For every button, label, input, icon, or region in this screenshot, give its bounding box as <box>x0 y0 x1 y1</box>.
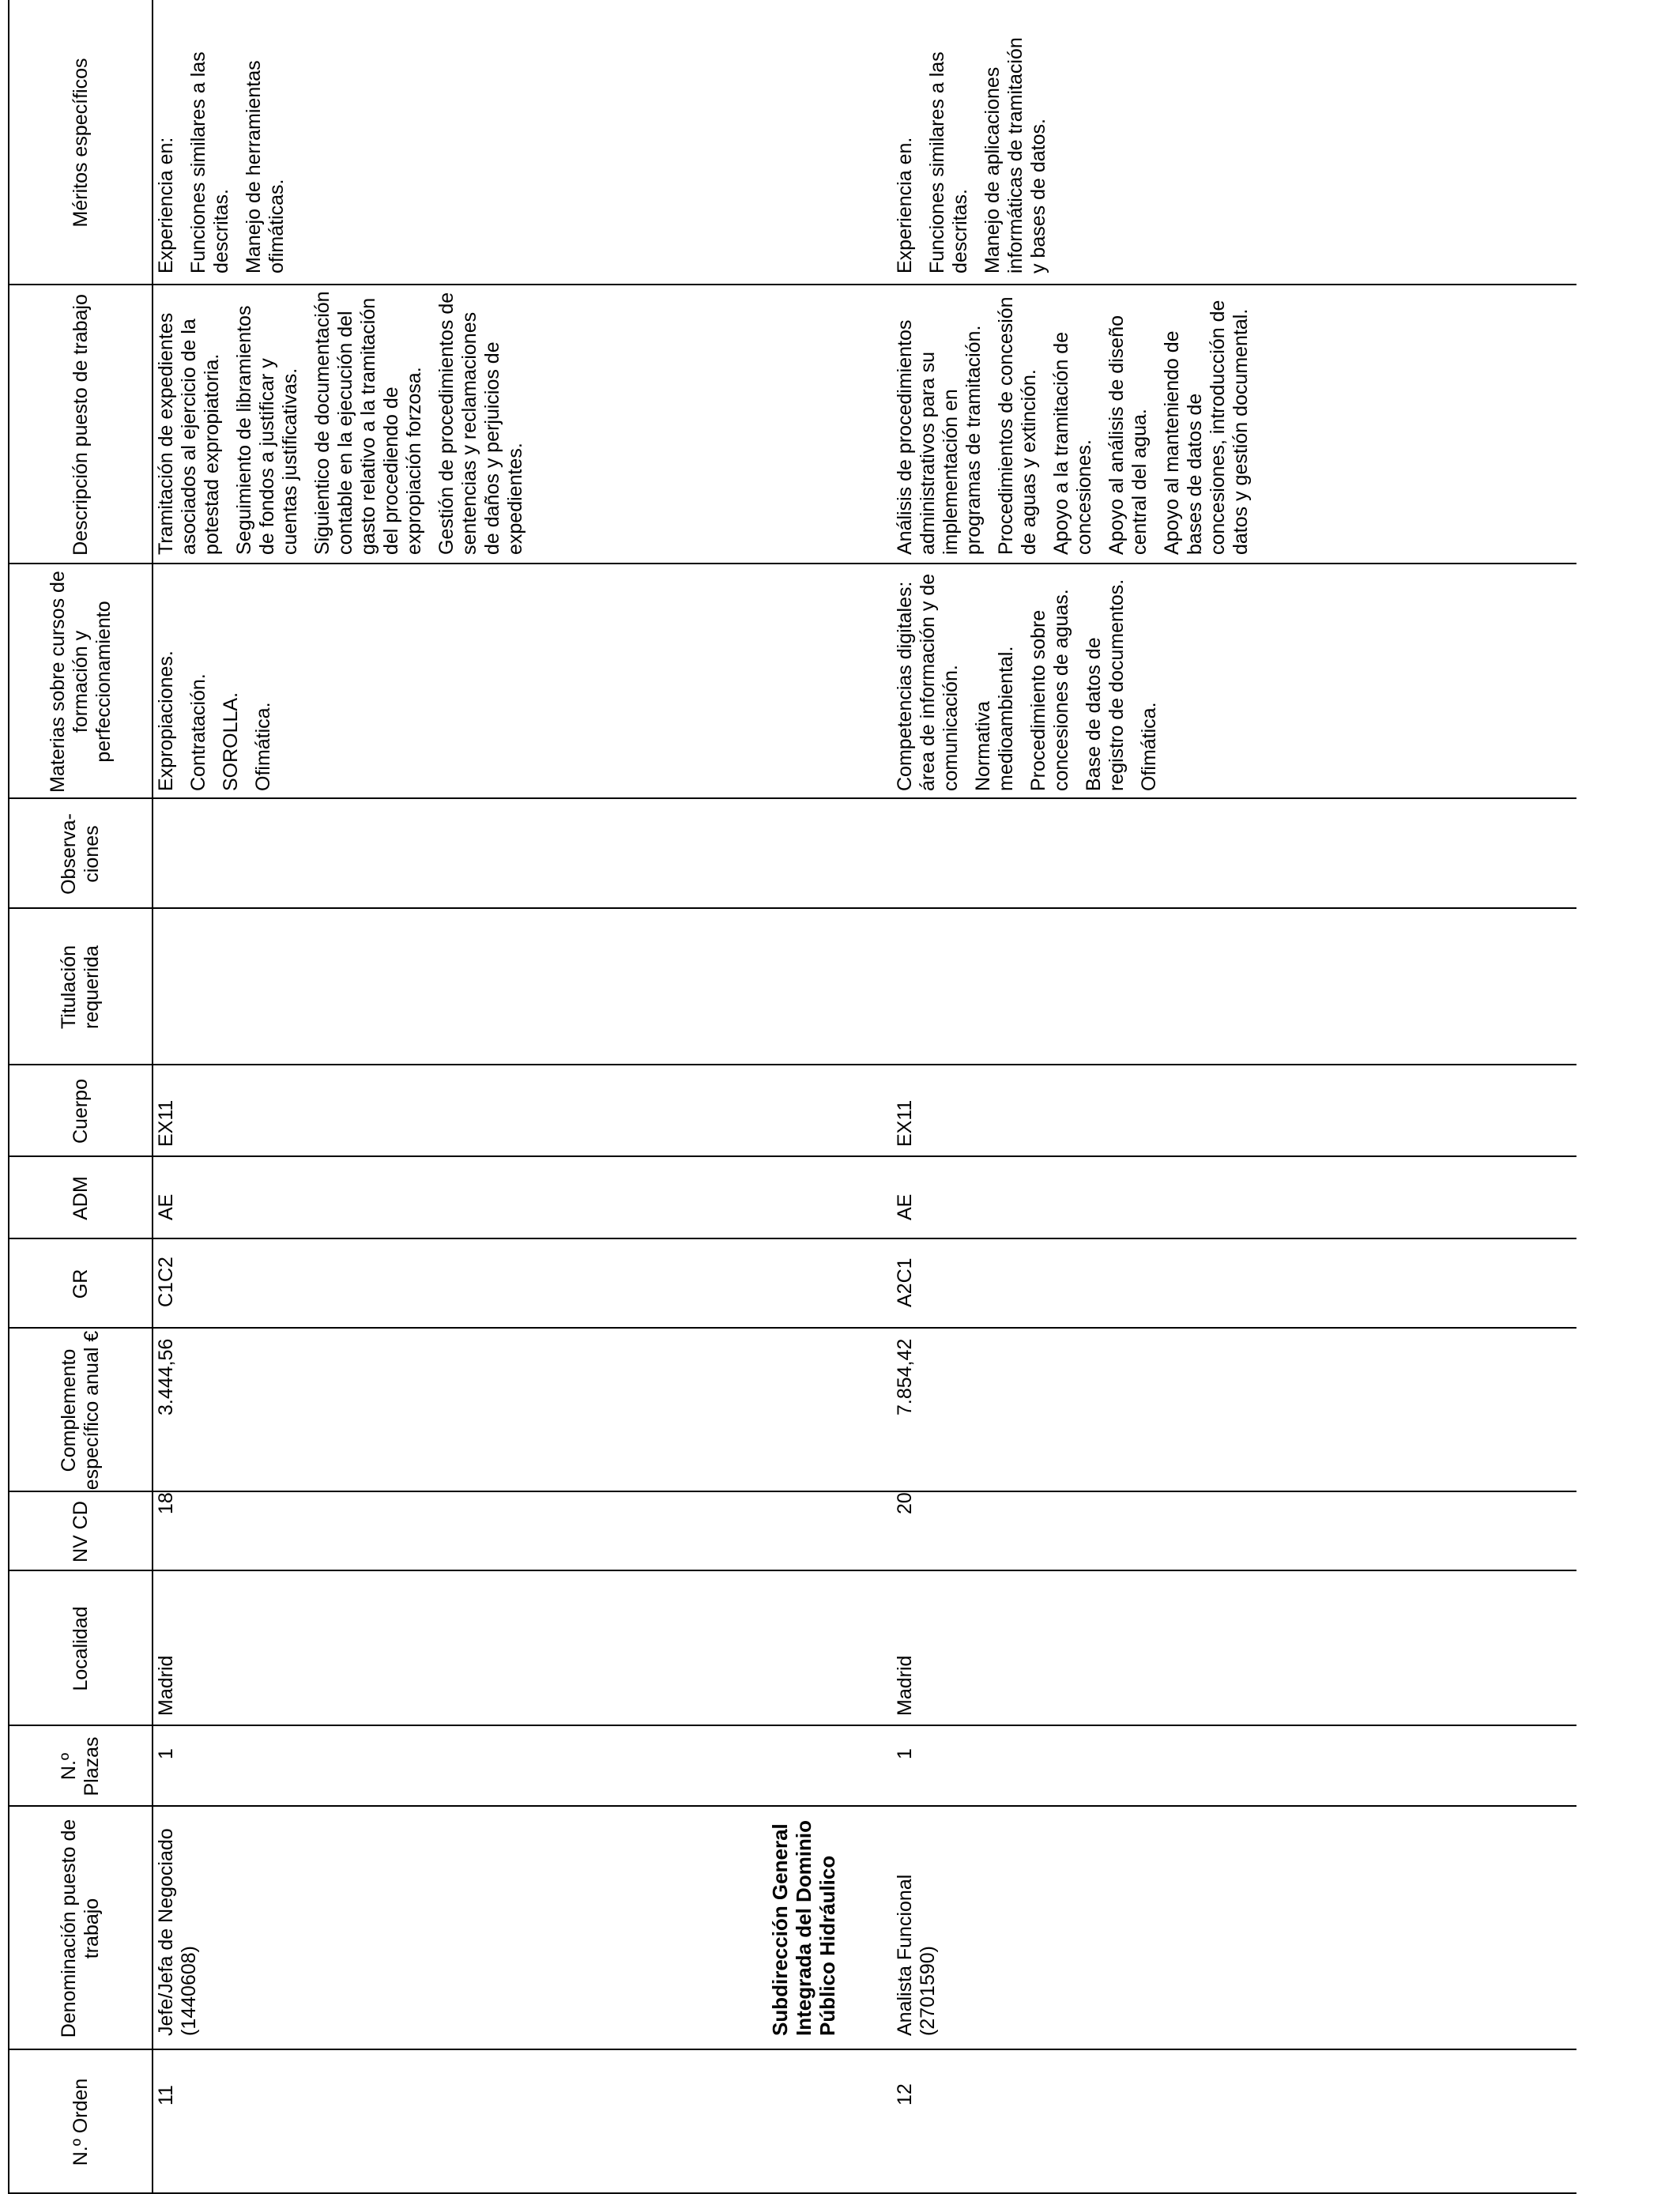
header-titulacion: Titulación requerida <box>58 944 103 1030</box>
header-cuerpo: Cuerpo <box>69 1079 92 1144</box>
row-12-gr: A2C1 <box>894 1257 916 1307</box>
row-11-plazas: 1 <box>155 1748 177 1759</box>
header-plazas: N.º Plazas <box>58 1736 103 1796</box>
row-12-adm: AE <box>894 1193 916 1220</box>
header-gr: GR <box>69 1269 92 1299</box>
row-12-plazas: 1 <box>894 1748 916 1759</box>
row-11-denominacion: Jefe/Jefa de Negociado (1440608) <box>155 1828 200 2036</box>
descripcion-item: Procedimientos de concesión de aguas y extinción. <box>995 296 1040 555</box>
descripcion-item: Apoyo al análisis de diseño central del agua. <box>1106 315 1151 555</box>
descripcion-item: Tramitación de expedientes asociados al ejercicio de la potestad expropiatoria. <box>155 312 223 555</box>
row-12-cuerpo: EX11 <box>894 1099 916 1147</box>
header-complemento: Complemento específico anual € <box>58 1330 103 1491</box>
header-descripcion: Descripción puesto de trabajo <box>69 294 92 556</box>
header-denominacion: Denominación puesto de trabajo <box>58 1819 103 2038</box>
header-meritos: Méritos específicos <box>69 58 92 228</box>
row-12-descripcion <box>894 289 1252 555</box>
merito-item: Experiencia en. <box>894 137 916 273</box>
row-11-orden: 11 <box>155 2085 177 2105</box>
merito-item: Experiencia en: <box>155 137 177 273</box>
row-11-materias <box>155 568 275 791</box>
row-12-meritos <box>894 36 1050 273</box>
row-12-complemento: 7.854,42 <box>894 1338 916 1416</box>
merito-item: Funciones similares a las descritas. <box>187 51 232 273</box>
header-nvcd: NV CD <box>69 1501 92 1563</box>
header-localidad: Localidad <box>69 1606 92 1691</box>
materia-item: Ofimática. <box>252 702 274 791</box>
row-12-orden: 12 <box>894 2083 916 2105</box>
row-11-cuerpo: EX11 <box>155 1099 177 1147</box>
row-12-nvcd: 20 <box>894 1492 916 1514</box>
materia-item: Competencias digitales: área de información y de comunicación. <box>894 573 962 791</box>
row-12-denominacion: Analista Funcional (2701590) <box>894 1874 939 2036</box>
row-11-localidad: Madrid <box>155 1655 177 1716</box>
header-materias: Materias sobre cursos de formación y perfeccionamiento <box>46 571 115 793</box>
descripcion-item: Gestión de procedimientos de sentencias y reclamaciones de daños y perjuicios de expedientes. <box>435 292 526 555</box>
header-observaciones: Observa- ciones <box>58 813 103 895</box>
section-heading: Subdirección General Integrada del Dominio Público Hidráulico <box>768 1819 839 2036</box>
materia-item: Expropiaciones. <box>155 650 177 791</box>
materia-item: Base de datos de registro de documentos. <box>1083 579 1128 791</box>
row-11-adm: AE <box>155 1193 177 1220</box>
materia-item: SOROLLA. <box>220 692 242 791</box>
descripcion-item: Siguientico de documentación contable en la ejecución del gasto relativo a la tramitación del procediendo de expropiación forzosa. <box>311 291 425 555</box>
descripcion-item: Apoyo a la tramitación de concesiones. <box>1050 331 1095 555</box>
merito-item: Manejo de aplicaciones informáticas de tramitación y bases de datos. <box>981 37 1049 273</box>
materia-item: Contratación. <box>187 673 209 791</box>
header-adm: ADM <box>69 1176 92 1220</box>
header-orden: N.º Orden <box>69 2078 92 2166</box>
descripcion-item: Apoyo al manteniendo de bases de datos de concesiones, introducción de datos y gestión documental. <box>1161 300 1252 555</box>
materia-item: Normativa medioambiental. <box>972 646 1017 791</box>
row-12-localidad: Madrid <box>894 1655 916 1716</box>
descripcion-item: Seguimiento de libramientos de fondos a justificar y cuentas justificativas. <box>233 305 301 555</box>
materia-item: Procedimiento sobre concesiones de aguas. <box>1027 589 1072 791</box>
descripcion-item: Análisis de procedimientos administrativos para su implementación en programas de tramitación. <box>894 319 985 555</box>
row-11-descripcion <box>155 289 527 555</box>
row-11-complemento: 3.444,56 <box>155 1338 177 1416</box>
materia-item: Ofimática. <box>1138 702 1160 791</box>
row-12-materias <box>894 568 1161 791</box>
row-11-nvcd: 18 <box>155 1492 177 1514</box>
merito-item: Funciones similares a las descritas. <box>926 51 971 273</box>
row-11-gr: C1C2 <box>155 1257 177 1307</box>
merito-item: Manejo de herramientas ofimáticas. <box>243 60 288 273</box>
row-11-meritos <box>155 36 288 273</box>
